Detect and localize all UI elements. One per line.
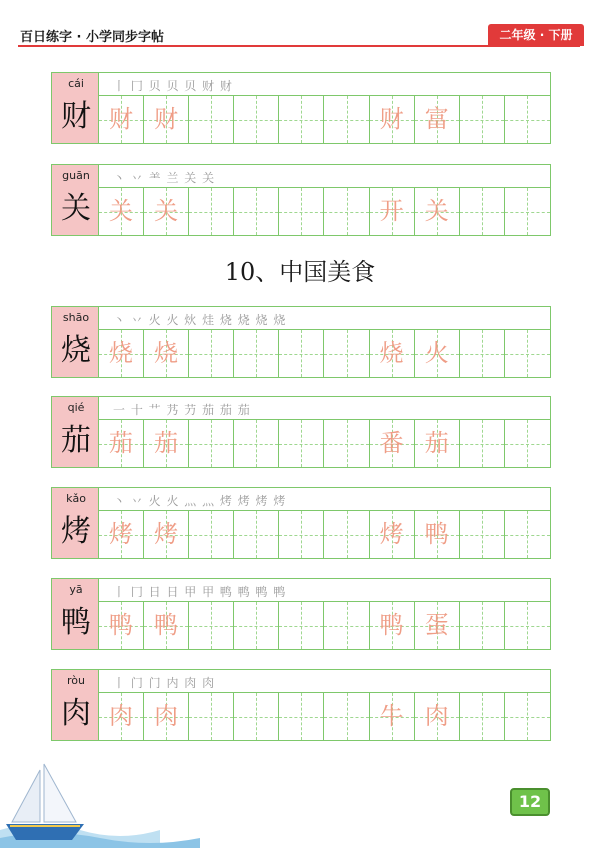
writing-cell[interactable] (505, 693, 550, 740)
trace-character: 烧 (154, 339, 179, 367)
trace-character: 关 (154, 197, 179, 225)
writing-cell[interactable] (370, 693, 415, 740)
trace-character: 烤 (109, 520, 134, 548)
writing-cell[interactable] (189, 693, 234, 740)
trace-character (279, 96, 323, 143)
practice-row (51, 669, 551, 741)
trace-character: 鸭 (109, 611, 134, 639)
trace-character (189, 188, 233, 235)
writing-grid (99, 511, 551, 559)
writing-cell[interactable] (505, 188, 550, 235)
character-box (51, 72, 99, 144)
writing-cell[interactable] (324, 96, 369, 143)
pinyin-label: shāo (62, 311, 90, 324)
model-character: 烤 (61, 514, 91, 549)
writing-cell[interactable] (234, 96, 279, 143)
practice-row (51, 306, 551, 378)
writing-cell[interactable] (234, 693, 279, 740)
pinyin-label: guān (62, 169, 90, 182)
trace-character (324, 420, 368, 467)
writing-cell[interactable] (99, 602, 144, 649)
writing-cell[interactable] (324, 602, 369, 649)
writing-cell[interactable] (144, 693, 189, 740)
stroke-order-text: 丶 丷 火 火 灬 灬 烤 烤 烤 烤 (113, 494, 287, 508)
writing-cell[interactable] (99, 420, 144, 467)
trace-character (460, 330, 504, 377)
writing-cell[interactable] (370, 511, 415, 558)
writing-cell[interactable] (324, 511, 369, 558)
trace-character (460, 96, 504, 143)
trace-character: 财 (154, 105, 179, 133)
writing-grid (99, 602, 551, 650)
lesson-title: 10、中国美食 (224, 258, 376, 286)
model-character: 关 (61, 191, 91, 226)
writing-grid (99, 420, 551, 468)
pinyin-label: cái (68, 77, 84, 90)
character-box (51, 306, 99, 378)
writing-cell[interactable] (370, 188, 415, 235)
writing-cell[interactable] (505, 420, 550, 467)
trace-character (234, 511, 278, 558)
writing-cell[interactable] (324, 693, 369, 740)
trace-character (189, 693, 233, 740)
writing-cell[interactable] (370, 96, 415, 143)
trace-character: 财 (109, 105, 134, 133)
trace-character (505, 511, 550, 558)
trace-character (505, 602, 550, 649)
writing-cell[interactable] (144, 96, 189, 143)
writing-cell[interactable] (415, 511, 460, 558)
writing-cell[interactable] (234, 188, 279, 235)
writing-cell[interactable] (144, 602, 189, 649)
writing-cell[interactable] (505, 330, 550, 377)
practice-row (51, 487, 551, 559)
writing-cell[interactable] (415, 693, 460, 740)
trace-character (279, 511, 323, 558)
writing-cell[interactable] (460, 420, 505, 467)
stroke-order-strip (99, 578, 551, 602)
trace-character (324, 188, 368, 235)
writing-cell[interactable] (370, 420, 415, 467)
character-box (51, 487, 99, 559)
page-header (0, 0, 600, 56)
practice-row (51, 578, 551, 650)
stroke-order-strip (99, 487, 551, 511)
practice-row (51, 396, 551, 468)
pinyin-label: ròu (67, 674, 85, 687)
stroke-order-text: 丨 门 门 内 肉 肉 (113, 676, 216, 690)
writing-cell[interactable] (189, 330, 234, 377)
stroke-order-strip (99, 669, 551, 693)
writing-cell[interactable] (505, 511, 550, 558)
writing-cell[interactable] (99, 693, 144, 740)
trace-character (324, 693, 368, 740)
writing-cell[interactable] (324, 188, 369, 235)
writing-cell[interactable] (505, 602, 550, 649)
trace-character (460, 602, 504, 649)
writing-cell[interactable] (415, 420, 460, 467)
writing-cell[interactable] (99, 188, 144, 235)
writing-cell[interactable] (99, 330, 144, 377)
writing-cell[interactable] (415, 96, 460, 143)
trace-character (234, 188, 278, 235)
writing-cell[interactable] (189, 420, 234, 467)
writing-cell[interactable] (415, 188, 460, 235)
trace-character (234, 693, 278, 740)
stroke-order-strip (99, 396, 551, 420)
stroke-order-strip (99, 72, 551, 96)
writing-grid (99, 96, 551, 144)
trace-character (279, 330, 323, 377)
model-character: 烧 (61, 333, 91, 368)
trace-character (234, 96, 278, 143)
trace-character: 鸭 (379, 611, 404, 639)
trace-character (460, 188, 504, 235)
trace-character (324, 96, 368, 143)
writing-cell[interactable] (460, 511, 505, 558)
writing-cell[interactable] (505, 96, 550, 143)
trace-character (189, 602, 233, 649)
character-box (51, 396, 99, 468)
trace-character: 开 (379, 197, 404, 225)
trace-character (505, 330, 550, 377)
pinyin-label: qié (67, 401, 85, 414)
trace-character (279, 602, 323, 649)
trace-character: 肉 (424, 702, 449, 730)
trace-character (189, 511, 233, 558)
trace-character: 茄 (154, 429, 179, 457)
practice-row (51, 164, 551, 236)
trace-character (279, 420, 323, 467)
writing-cell[interactable] (99, 96, 144, 143)
trace-character: 肉 (109, 702, 134, 730)
trace-character: 肉 (154, 702, 179, 730)
trace-character (279, 693, 323, 740)
stroke-order-text: 丶 丷 火 火 炏 烓 烧 烧 烧 烧 (113, 313, 287, 327)
trace-character: 关 (424, 197, 449, 225)
grade-badge: 二年级 · 下册 (488, 24, 584, 46)
character-box (51, 164, 99, 236)
trace-character (505, 96, 550, 143)
writing-cell[interactable] (370, 602, 415, 649)
page-number: 12 (510, 788, 550, 816)
writing-cell[interactable] (415, 602, 460, 649)
writing-cell[interactable] (189, 188, 234, 235)
writing-cell[interactable] (279, 602, 324, 649)
trace-character: 番 (379, 429, 404, 457)
book-title: 百日练字 · 小学同步字帖 (20, 30, 164, 45)
trace-character: 烧 (379, 339, 404, 367)
writing-cell[interactable] (415, 330, 460, 377)
trace-character (324, 330, 368, 377)
trace-character (189, 330, 233, 377)
trace-character (279, 188, 323, 235)
writing-grid (99, 188, 551, 236)
trace-character: 财 (379, 105, 404, 133)
sailboat-icon (0, 760, 90, 848)
trace-character: 鸭 (154, 611, 179, 639)
writing-grid (99, 693, 551, 741)
trace-character (189, 96, 233, 143)
trace-character (234, 420, 278, 467)
trace-character (189, 420, 233, 467)
writing-cell[interactable] (234, 420, 279, 467)
writing-cell[interactable] (370, 330, 415, 377)
writing-cell[interactable] (279, 511, 324, 558)
pinyin-label: kǎo (66, 492, 86, 505)
trace-character (324, 602, 368, 649)
writing-cell[interactable] (279, 96, 324, 143)
trace-character (505, 420, 550, 467)
writing-cell[interactable] (234, 511, 279, 558)
model-character: 财 (61, 99, 91, 134)
writing-cell[interactable] (460, 96, 505, 143)
writing-cell[interactable] (144, 188, 189, 235)
writing-cell[interactable] (144, 420, 189, 467)
trace-character: 烤 (154, 520, 179, 548)
trace-character: 茄 (424, 429, 449, 457)
trace-character (505, 188, 550, 235)
trace-character: 关 (109, 197, 134, 225)
writing-cell[interactable] (144, 511, 189, 558)
trace-character (234, 330, 278, 377)
writing-cell[interactable] (324, 330, 369, 377)
writing-cell[interactable] (99, 511, 144, 558)
writing-cell[interactable] (189, 96, 234, 143)
trace-character: 烤 (379, 520, 404, 548)
writing-cell[interactable] (189, 602, 234, 649)
pinyin-label: yā (69, 583, 83, 596)
writing-cell[interactable] (279, 693, 324, 740)
writing-cell[interactable] (144, 330, 189, 377)
practice-row (51, 72, 551, 144)
trace-character: 鸭 (424, 520, 449, 548)
trace-character: 蛋 (424, 611, 449, 639)
writing-cell[interactable] (279, 330, 324, 377)
trace-character: 茄 (109, 429, 134, 457)
stroke-order-strip (99, 164, 551, 188)
model-character: 鸭 (61, 605, 91, 640)
header-divider (18, 45, 580, 47)
writing-cell[interactable] (279, 420, 324, 467)
trace-character: 牛 (379, 702, 404, 730)
writing-cell[interactable] (324, 420, 369, 467)
trace-character (460, 511, 504, 558)
stroke-order-text: 丨 冂 贝 贝 贝 财 财 (113, 79, 233, 93)
stroke-order-text: 丶 丷 ⺷ 兰 关 关 (113, 171, 216, 185)
trace-character (460, 420, 504, 467)
writing-cell[interactable] (189, 511, 234, 558)
character-box (51, 578, 99, 650)
stroke-order-strip (99, 306, 551, 330)
writing-cell[interactable] (460, 330, 505, 377)
trace-character: 烧 (109, 339, 134, 367)
trace-character: 富 (424, 105, 449, 133)
writing-cell[interactable] (234, 602, 279, 649)
model-character: 茄 (61, 423, 91, 458)
writing-cell[interactable] (460, 602, 505, 649)
trace-character (505, 693, 550, 740)
trace-character: 火 (424, 339, 449, 367)
writing-cell[interactable] (279, 188, 324, 235)
model-character: 肉 (61, 696, 91, 731)
writing-grid (99, 330, 551, 378)
stroke-order-text: 一 十 艹 艿 芀 茄 茄 茄 (113, 403, 251, 417)
trace-character (324, 511, 368, 558)
stroke-order-text: 丨 冂 日 日 甲 甲 鸭 鸭 鸭 鸭 (113, 585, 287, 599)
writing-cell[interactable] (460, 693, 505, 740)
character-box (51, 669, 99, 741)
writing-cell[interactable] (234, 330, 279, 377)
writing-cell[interactable] (460, 188, 505, 235)
trace-character (234, 602, 278, 649)
trace-character (460, 693, 504, 740)
